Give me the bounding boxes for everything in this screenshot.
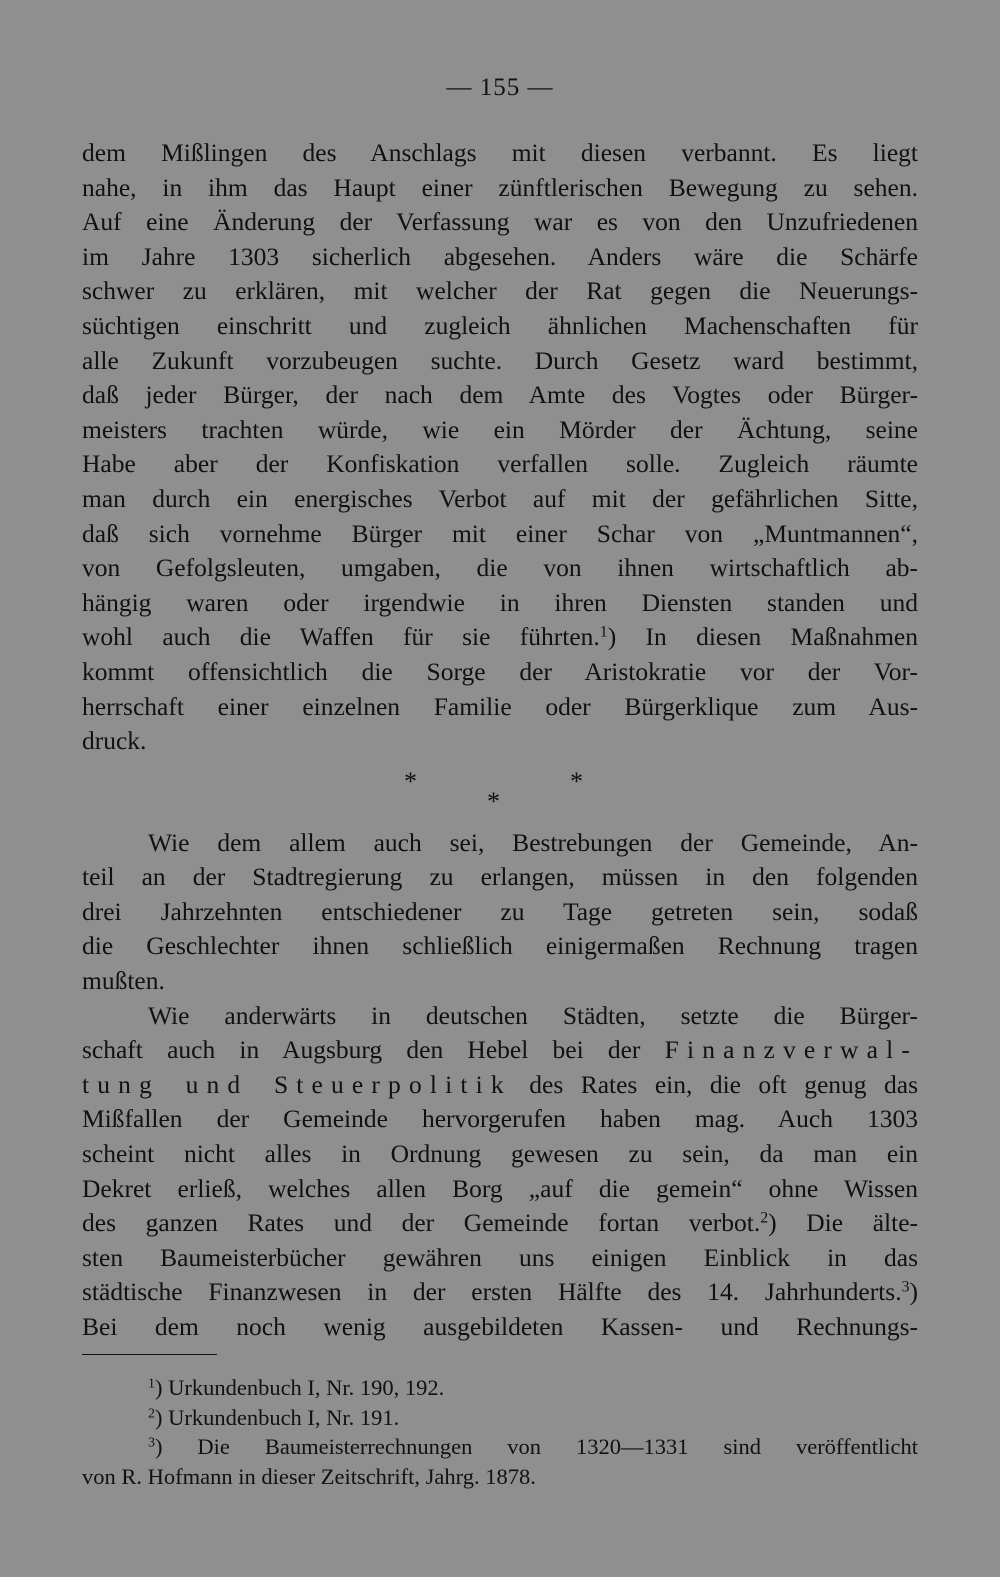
footnote-3-continuation: von R. Hofmann in dieser Zeitschrift, Jahrg. 1878. [82,1463,536,1489]
text-line: man durch ein energisches Verbot auf mit der gefährlichen Sitte, [82,483,918,513]
spaced-emphasis: Finanzverwal- [664,1035,919,1065]
text-line: Habe aber der Konfiskation verfallen solle. Zugleich räumte [82,449,918,479]
text-fragment: städtische Finanzwesen in der ersten Hälfte des 14. Jahrhunderts. [82,1277,902,1307]
text-line: Auf eine Änderung der Verfassung war es von den Unzufriedenen [82,207,918,237]
main-text [82,136,918,1345]
footnote-2 [82,1403,918,1433]
text-line: nahe, in ihm das Haupt einer zünftlerischen Bewegung zu sehen. [82,172,918,202]
text-line: süchtigen einschritt und zugleich ähnlichen Machenschaften für [82,310,918,340]
text-line: im Jahre 1303 sicherlich abgesehen. Anders wäre die Schärfe [82,241,918,271]
text-fragment: ) [909,1277,918,1307]
text-line [82,1033,918,1068]
text-line: daß sich vornehme Bürger mit einer Schar von „Muntmannen“, [82,518,918,548]
text-fragment: des ganzen Rates und der Gemeinde fortan verbot. [82,1208,761,1238]
footnote-3 [82,1432,918,1462]
footnote-mark: 2 [148,1405,155,1421]
text-line: mußten. [82,966,165,996]
text-fragment: ) Die älte- [768,1208,918,1238]
text-line: Bei dem noch wenig ausgebildeten Kassen- und Rechnungs- [82,1312,918,1341]
text-line: die Geschlechter ihnen schließlich einigermaßen Rechnung tragen [82,931,918,961]
text-line: meisters trachten würde, wie ein Mörder der Ächtung, seine [82,414,918,444]
text-line: alle Zukunft vorzubeugen suchte. Durch Gesetz ward bestimmt, [82,345,918,375]
footnote-rule [82,1354,217,1355]
footnote-1 [82,1373,918,1403]
text-line: sten Baumeisterbücher gewähren uns einigen Einblick in das [82,1242,918,1272]
text-line: Wie dem allem auch sei, Bestrebungen der Gemeinde, An- [148,827,918,857]
text-line: schwer zu erklären, mit welcher der Rat gegen die Neuerungs- [82,276,918,306]
text-line [82,1068,918,1103]
text-line: Mißfallen der Gemeinde hervorgerufen haben mag. Auch 1303 [82,1104,918,1134]
text-line: Dekret erließ, welches allen Borg „auf die gemein“ ohne Wissen [82,1173,918,1203]
text-line: herrschaft einer einzelnen Familie oder Bürgerklique zum Aus- [82,691,918,721]
page-number-header: — 155 — [446,74,554,101]
text-line: drei Jahrzehnten entschiedener zu Tage getreten sein, sodaß [82,896,918,926]
footnote-ref-2: 2 [760,1209,769,1227]
text-line: druck. [82,726,147,756]
footnote-text: ) Urkundenbuch I, Nr. 190, 192. [154,1375,445,1400]
text-line: teil an der Stadtregierung zu erlangen, müssen in den folgenden [82,862,918,892]
text-line [82,1275,918,1310]
separator-star: * [404,766,417,796]
text-line [82,620,918,655]
footnotes [82,1373,918,1491]
text-line: hängig waren oder irgendwie in ihren Diensten standen und [82,587,918,617]
text-line: Wie anderwärts in deutschen Städten, setzte die Bürger- [148,1000,918,1030]
text-fragment: schaft auch in Augsburg den Hebel bei der [82,1035,641,1065]
text-line: daß jeder Bürger, der nach dem Amte des Vogtes oder Bürger- [82,380,918,410]
text-line: scheint nicht alles in Ordnung gewesen zu sein, da man ein [82,1139,918,1169]
text-line: kommt offensichtlich die Sorge der Aristokratie vor der Vor- [82,656,918,686]
spaced-emphasis: tung und Steuerpolitik [82,1069,512,1099]
separator-star: * [570,766,583,796]
footnote-ref-3: 3 [901,1278,910,1296]
text-line [82,1206,918,1241]
footnote-mark: 1 [148,1376,155,1392]
text-fragment: ) In diesen Maßnahmen [607,622,918,652]
footnote-ref-1: 1 [599,623,608,641]
text-fragment: des Rates ein, die oft genug das [529,1069,919,1099]
footnote-text: ) Urkundenbuch I, Nr. 191. [154,1404,400,1430]
footnote-text: ) Die Baumeisterrechnungen von 1320—1331 sind veröffentlicht [154,1434,918,1459]
separator-star: * [487,786,500,816]
text-fragment: wohl auch die Waffen für sie führten. [82,622,600,652]
text-line: von Gefolgsleuten, umgaben, die von ihnen wirtschaftlich ab- [82,553,918,583]
text-line: dem Mißlingen des Anschlags mit diesen verbannt. Es liegt [82,138,918,167]
footnote-mark: 3 [148,1435,155,1451]
section-separator [82,759,918,826]
